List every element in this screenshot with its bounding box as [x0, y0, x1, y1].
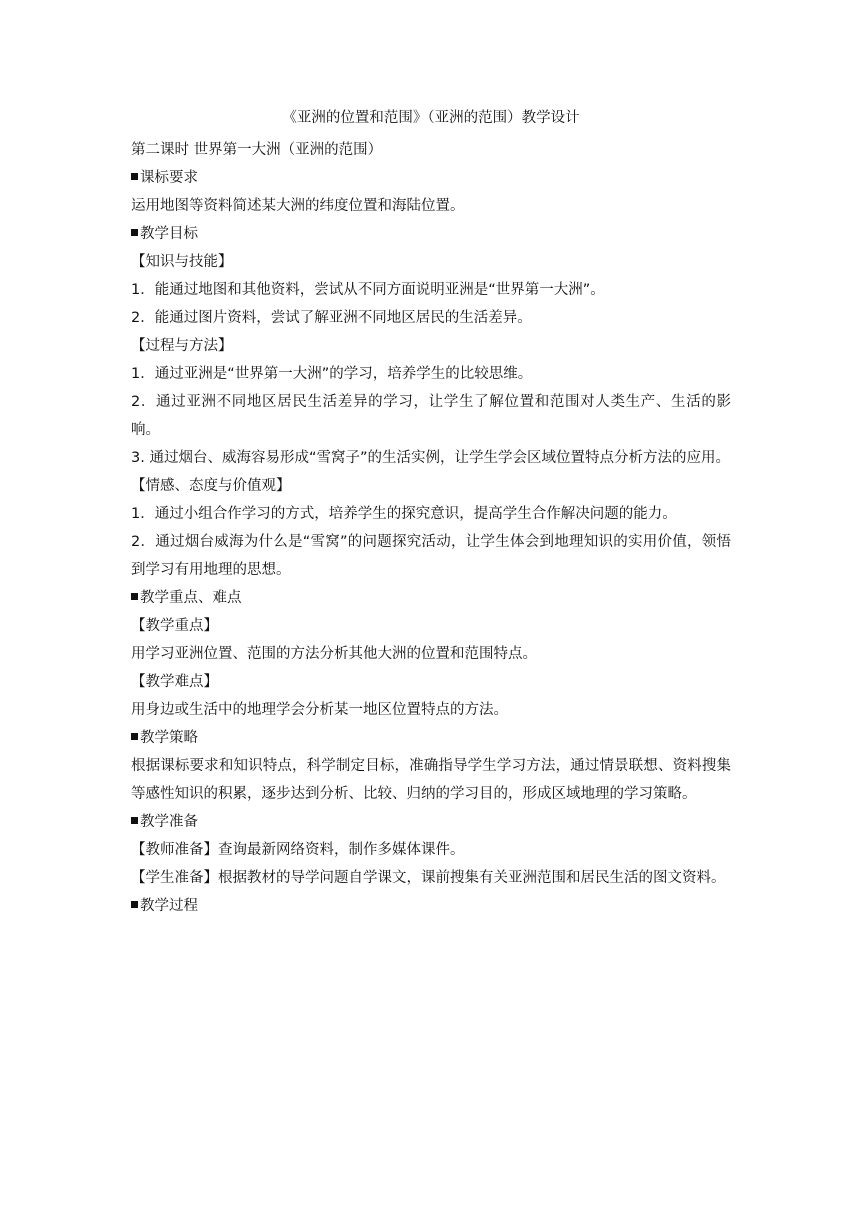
square-bullet-icon — [131, 817, 138, 824]
strategy-text: 根据课标要求和知识特点，科学制定目标，准确指导学生学习方法，通过情景联想、资料搜集等感性知识的积累，逐步达到分析、比较、归纳的学习目的，形成区域地理的学习策略。 — [131, 758, 731, 802]
square-bullet-icon — [131, 593, 138, 600]
section-heading-prep: 教学准备 — [131, 808, 731, 836]
student-prep-text: 【学生准备】根据教材的导学问题自学课文，课前搜集有关亚洲范围和居民生活的图文资料。 — [131, 870, 726, 886]
subheading-knowledge: 【知识与技能】 — [131, 254, 233, 270]
key-point-text: 用学习亚洲位置、范围的方法分析其他大洲的位置和范围特点。 — [131, 646, 537, 662]
section-heading-key: 教学重点、难点 — [131, 584, 731, 612]
teacher-prep-text: 【教师准备】查询最新网络资料，制作多媒体课件。 — [131, 842, 465, 858]
section-heading-standards: 课标要求 — [131, 164, 731, 192]
emotion-item-2: 2．通过烟台威海为什么是“雪窝”的问题探究活动，让学生体会到地理知识的实用价值，领悟到学习有用地理的思想。 — [131, 534, 731, 578]
subheading-key-point: 【教学重点】 — [131, 618, 218, 634]
difficulty-text: 用身边或生活中的地理学会分析某一地区位置特点的方法。 — [131, 702, 508, 718]
knowledge-item-2: 2．能通过图片资料，尝试了解亚洲不同地区居民的生活差异。 — [131, 310, 532, 326]
subheading-process: 【过程与方法】 — [131, 338, 233, 354]
standards-text: 运用地图等资料简述某大洲的纬度位置和海陆位置。 — [131, 198, 465, 214]
subheading-emotion: 【情感、态度与价值观】 — [131, 478, 291, 494]
section-heading-strategy: 教学策略 — [131, 724, 731, 752]
square-bullet-icon — [131, 733, 138, 740]
section-heading-process: 教学过程 — [131, 892, 731, 920]
square-bullet-icon — [131, 229, 138, 236]
document-title: 《亚洲的位置和范围》（亚洲的范围）教学设计 — [282, 110, 580, 126]
lesson-subtitle: 第二课时 世界第一大洲（亚洲的范围） — [131, 142, 383, 158]
section-heading-goals: 教学目标 — [131, 220, 731, 248]
document-page — [131, 108, 731, 920]
knowledge-item-1: 1．能通过地图和其他资料，尝试从不同方面说明亚洲是“世界第一大洲”。 — [131, 282, 605, 298]
emotion-item-1: 1．通过小组合作学习的方式，培养学生的探究意识，提高学生合作解决问题的能力。 — [131, 506, 677, 522]
subheading-difficulty: 【教学难点】 — [131, 674, 218, 690]
process-item-2: 2．通过亚洲不同地区居民生活差异的学习，让学生了解位置和范围对人类生产、生活的影响。 — [131, 394, 731, 438]
process-item-3: 3. 通过烟台、威海容易形成“雪窝子”的生活实例，让学生学会区域位置特点分析方法的应用。 — [131, 450, 730, 466]
square-bullet-icon — [131, 173, 138, 180]
square-bullet-icon — [131, 901, 138, 908]
process-item-1: 1．通过亚洲是“世界第一大洲”的学习，培养学生的比较思维。 — [131, 366, 533, 382]
